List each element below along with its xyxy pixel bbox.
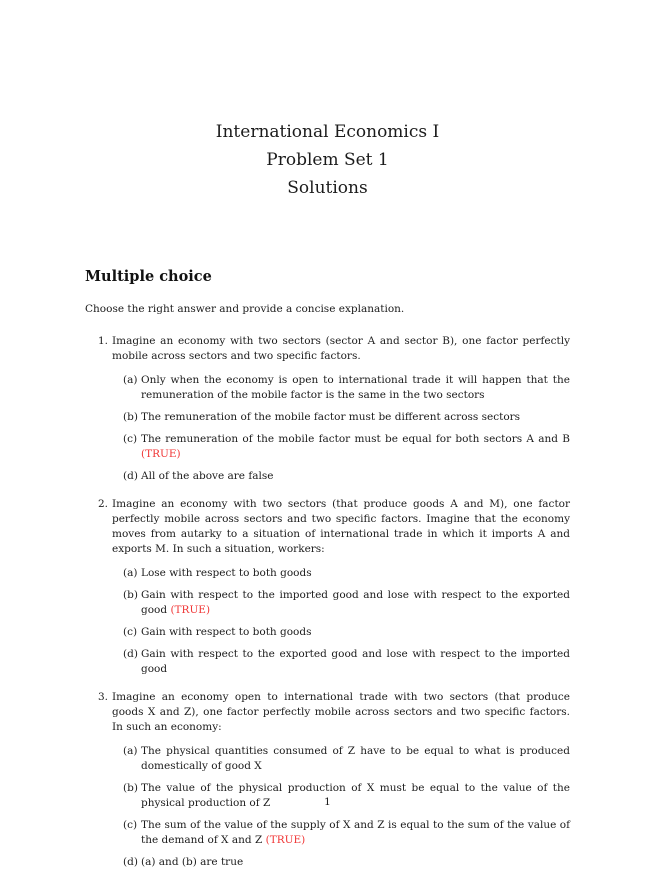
intro-text: Choose the right answer and provide a concise explanation. bbox=[85, 303, 405, 315]
option-label: (d) bbox=[123, 470, 138, 482]
option-text: Gain with respect to both goods bbox=[141, 626, 312, 638]
document-content bbox=[85, 268, 570, 870]
option-text: Only when the economy is open to international trade it will happen that the remuneration of the mobile factor is the same in the two sectors bbox=[141, 374, 570, 401]
option-text: The remuneration of the mobile factor must be equal for both sectors A and B (TRUE) bbox=[141, 433, 570, 460]
option-label: (a) bbox=[123, 374, 138, 386]
question-number: 2. bbox=[98, 498, 109, 510]
question-number: 1. bbox=[98, 335, 109, 347]
question-row bbox=[85, 690, 570, 735]
option-label: (d) bbox=[123, 856, 138, 868]
question-row bbox=[85, 334, 570, 364]
question-text: Imagine an economy with two sectors (sector A and sector B), one factor perfectly mobile across sectors and two specific factors. bbox=[112, 335, 570, 362]
answer-option bbox=[85, 373, 570, 403]
question bbox=[85, 497, 570, 677]
option-label: (d) bbox=[123, 648, 138, 660]
page-number: 1 bbox=[324, 796, 331, 808]
true-marker: (TRUE) bbox=[265, 834, 306, 846]
answer-option bbox=[85, 818, 570, 848]
question-row bbox=[85, 497, 570, 557]
option-text: Gain with respect to the exported good and lose with respect to the imported good bbox=[141, 648, 570, 675]
option-text: The value of the physical production of X must be equal to the value of the physical production of Z bbox=[141, 782, 570, 809]
answer-option bbox=[85, 410, 570, 425]
option-label: (c) bbox=[123, 819, 138, 831]
option-text: The physical quantities consumed of Z have to be equal to what is produced domestically of good X bbox=[141, 745, 570, 772]
answer-option bbox=[85, 566, 570, 581]
question-number: 3. bbox=[98, 691, 109, 703]
title-block bbox=[0, 0, 655, 202]
answer-option bbox=[85, 469, 570, 484]
option-label: (b) bbox=[123, 782, 138, 794]
question-text: Imagine an economy with two sectors (that produce goods A and M), one factor perfectly mobile across sectors and two specific factors. Imagine that the economy moves from autarky to a situation of international trade in which it imports A and exports M. In such a situation, workers: bbox=[112, 498, 570, 555]
document-subtitle-2: Solutions bbox=[287, 178, 368, 198]
option-text: Gain with respect to the imported good and lose with respect to the exported good (TRUE) bbox=[141, 589, 570, 616]
document-title: International Economics I bbox=[215, 122, 440, 142]
document-subtitle: Problem Set 1 bbox=[266, 150, 389, 170]
answer-option bbox=[85, 432, 570, 462]
question bbox=[85, 334, 570, 484]
answer-option bbox=[85, 744, 570, 774]
option-label: (a) bbox=[123, 567, 138, 579]
option-text: Lose with respect to both goods bbox=[141, 567, 312, 579]
options-list bbox=[85, 566, 570, 677]
option-text: The remuneration of the mobile factor must be different across sectors bbox=[141, 411, 521, 423]
option-text: All of the above are false bbox=[141, 470, 274, 482]
answer-option bbox=[85, 855, 570, 870]
option-label: (c) bbox=[123, 626, 138, 638]
option-label: (b) bbox=[123, 411, 138, 423]
option-text: The sum of the value of the supply of X and Z is equal to the sum of the value of the demand of X and Z (TRUE) bbox=[141, 819, 570, 846]
option-text: (a) and (b) are true bbox=[141, 856, 244, 868]
question-text: Imagine an economy open to international trade with two sectors (that produce goods X and Z), one factor perfectly mobile across sectors and two specific factors. In such an economy: bbox=[112, 691, 570, 733]
option-label: (b) bbox=[123, 589, 138, 601]
section-heading: Multiple choice bbox=[85, 268, 212, 285]
option-label: (c) bbox=[123, 433, 138, 445]
answer-option bbox=[85, 647, 570, 677]
true-marker: (TRUE) bbox=[170, 604, 211, 616]
option-label: (a) bbox=[123, 745, 138, 757]
true-marker: (TRUE) bbox=[141, 448, 181, 460]
answer-option bbox=[85, 588, 570, 618]
question-list bbox=[85, 334, 570, 870]
answer-option bbox=[85, 625, 570, 640]
options-list bbox=[85, 373, 570, 484]
question bbox=[85, 690, 570, 870]
